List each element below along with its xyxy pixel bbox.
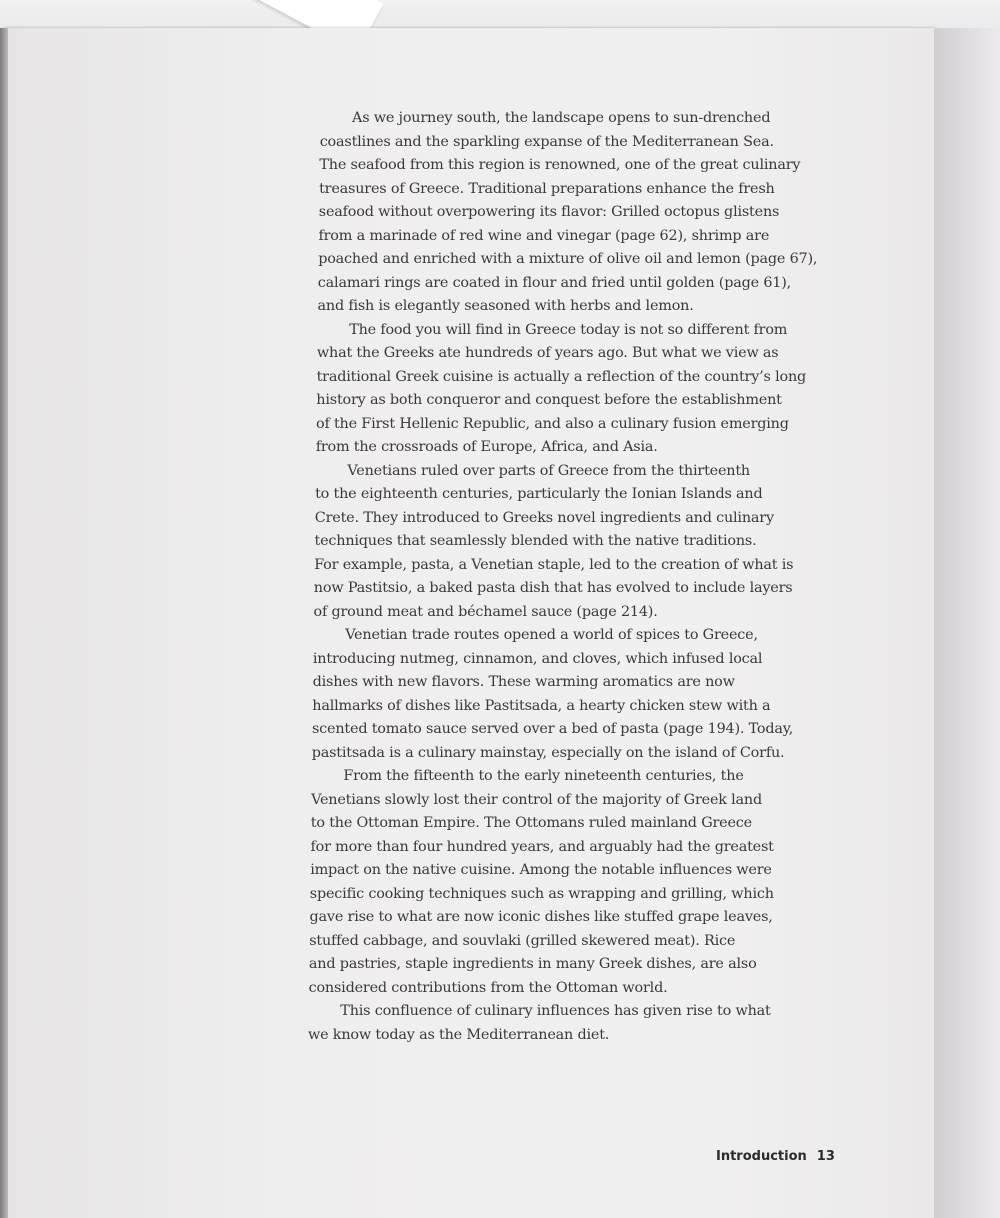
- text-line: seafood without overpowering its flavor: Grilled octopus glistens: [318, 204, 780, 220]
- text-line: From the fifteenth to the early nineteenth centuries, the: [343, 768, 744, 784]
- text-line: history as both conqueror and conquest before the establishment: [316, 392, 782, 408]
- text-line: traditional Greek cuisine is actually a reflection of the country’s long: [316, 368, 807, 385]
- text-line: from a marinade of red wine and vinegar (page 62), shrimp are: [318, 227, 770, 244]
- paragraph: [308, 107, 818, 319]
- text-line: specific cooking techniques such as wrapping and grilling, which: [309, 885, 774, 902]
- text-line: This confluence of culinary influences has given rise to what: [340, 1003, 771, 1019]
- text-line: to the eighteenth centuries, particularly the Ionian Islands and: [315, 486, 763, 502]
- page-right-shadow: [934, 28, 1000, 1218]
- text-line: and pastries, staple ingredients in many Greek dishes, are also: [308, 956, 757, 972]
- text-line: stuffed cabbage, and souvlaki (grilled skewered meat). Rice: [309, 932, 736, 949]
- text-line: of the First Hellenic Republic, and also a culinary fusion emerging: [316, 415, 789, 432]
- footer-section-title: Introduction: [716, 1149, 807, 1164]
- text-line: gave rise to what are now iconic dishes like stuffed grape leaves,: [309, 909, 773, 925]
- text-line: coastlines and the sparkling expanse of the Mediterranean Sea.: [319, 133, 774, 150]
- text-line: introducing nutmeg, cinnamon, and cloves, which infused local: [312, 650, 763, 667]
- text-line: impact on the native cuisine. Among the notable influences were: [310, 862, 772, 878]
- running-footer: [716, 1149, 835, 1164]
- text-line: treasures of Greece. Traditional preparations enhance the fresh: [319, 180, 775, 197]
- text-line: calamari rings are coated in flour and fried until golden (page 61),: [317, 274, 792, 291]
- text-line: As we journey south, the landscape opens to sun-drenched: [352, 110, 771, 126]
- text-line: for more than four hundred years, and arguably had the greatest: [310, 838, 774, 855]
- text-line: Venetians ruled over parts of Greece from the thirteenth: [347, 462, 751, 479]
- text-line: The seafood from this region is renowned, one of the great culinary: [319, 157, 801, 173]
- paragraph: [308, 460, 818, 625]
- text-line: what the Greeks ate hundreds of years ago. But what we view as: [316, 345, 779, 361]
- paragraph: [308, 1000, 818, 1047]
- page-number: 13: [816, 1149, 835, 1164]
- text-line: from the crossroads of Europe, Africa, and Asia.: [315, 439, 658, 455]
- text-line: Crete. They introduced to Greeks novel ingredients and culinary: [314, 509, 774, 526]
- page-edge: [0, 28, 8, 1218]
- text-line: hallmarks of dishes like Pastitsada, a hearty chicken stew with a: [312, 697, 771, 714]
- paragraph: [308, 319, 818, 460]
- body-text: [308, 107, 818, 1047]
- text-line: pastitsada is a culinary mainstay, especially on the island of Corfu.: [311, 744, 785, 761]
- text-line: dishes with new flavors. These warming aromatics are now: [312, 674, 735, 690]
- text-line: The food you will find in Greece today is not so different from: [349, 321, 788, 338]
- paragraph: [308, 765, 818, 1000]
- text-line: of ground meat and béchamel sauce (page 214).: [313, 603, 658, 620]
- text-line: and fish is elegantly seasoned with herbs and lemon.: [317, 298, 694, 314]
- text-line: Venetian trade routes opened a world of spices to Greece,: [345, 627, 758, 643]
- text-line: Venetians slowly lost their control of the majority of Greek land: [311, 791, 763, 808]
- text-line: considered contributions from the Ottoman world.: [308, 979, 668, 996]
- text-line: to the Ottoman Empire. The Ottomans ruled mainland Greece: [310, 815, 752, 831]
- text-line: now Pastitsio, a baked pasta dish that has evolved to include layers: [313, 580, 793, 596]
- text-line: techniques that seamlessly blended with the native traditions.: [314, 533, 757, 549]
- text-line: poached and enriched with a mixture of olive oil and lemon (page 67),: [318, 251, 818, 267]
- text-line: we know today as the Mediterranean diet.: [308, 1026, 610, 1043]
- paragraph: [308, 624, 818, 765]
- text-line: scented tomato sauce served over a bed of pasta (page 194). Today,: [312, 721, 794, 737]
- text-line: For example, pasta, a Venetian staple, led to the creation of what is: [314, 556, 794, 573]
